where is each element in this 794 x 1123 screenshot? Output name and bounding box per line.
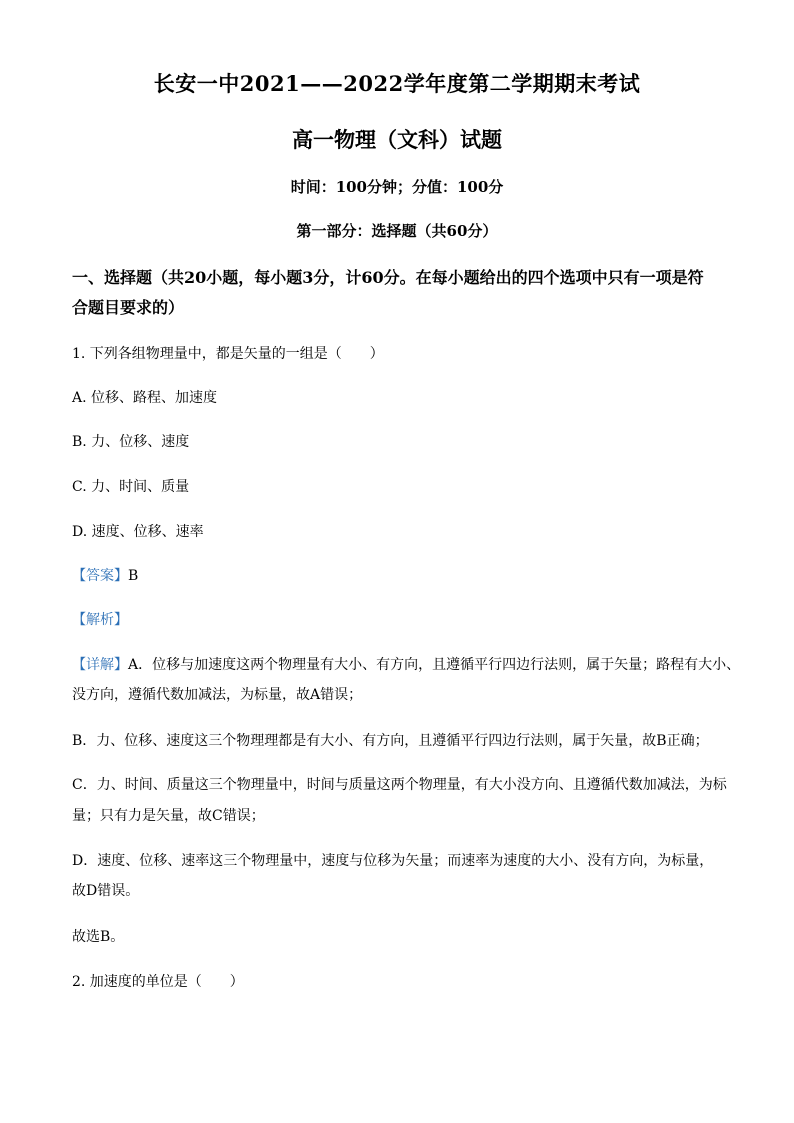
detail-a-line-2: 没方向，遵循代数加减法，为标量，故A错误；	[72, 687, 363, 703]
detail-b: B．力、位移、速度这三个物理理都是有大小、有方向，且遵循平行四边行法则，属于矢量，故B正确；	[72, 733, 709, 749]
analysis-tag: 【解析】	[72, 612, 128, 628]
section-heading-line-2: 合题目要求的）	[72, 298, 185, 317]
detail-c-line-1: C．力、时间、质量这三个物理量中，时间与质量这两个物理量，有大小没方向、且遵循代数加减法，为标	[72, 777, 727, 793]
detail-c-line-2: 量；只有力是矢量，故C错误；	[72, 808, 265, 824]
question-1-option-c: C. 力、时间、质量	[72, 479, 190, 495]
detail-d-line-1: D．速度、位移、速率这三个物理量中，速度与位移为矢量；而速率为速度的大小、没有方向，为标量，	[72, 853, 714, 869]
part-heading: 第一部分：选择题（共60分）	[296, 222, 498, 240]
conclusion: 故选B。	[72, 929, 125, 945]
detail-a-text: A．位移与加速度这两个物理量有大小、有方向，且遵循平行四边行法则，属于矢量；路程有大小、	[128, 657, 741, 673]
detail-d-line-2: 故D错误。	[72, 883, 140, 899]
exam-meta: 时间：100分钟；分值：100分	[290, 178, 504, 196]
answer-value: B	[128, 568, 139, 584]
question-1-stem: 1. 下列各组物理量中，都是矢量的一组是（ ）	[72, 346, 384, 362]
detail-a-line-1	[72, 654, 741, 674]
question-1-option-d: D. 速度、位移、速率	[72, 524, 204, 540]
exam-title: 长安一中2021——2022学年度第二学期期末考试	[153, 71, 641, 96]
answer-line	[72, 565, 722, 585]
section-heading-line-1: 一、选择题（共20小题，每小题3分，计60分。在每小题给出的四个选项中只有一项是符	[72, 268, 704, 287]
question-1-option-a: A. 位移、路程、加速度	[72, 390, 218, 406]
question-2-stem: 2. 加速度的单位是（ ）	[72, 974, 244, 990]
answer-tag: 【答案】	[72, 568, 128, 584]
detail-tag: 【详解】	[72, 657, 128, 673]
question-1-option-b: B. 力、位移、速度	[72, 434, 190, 450]
exam-subtitle: 高一物理（文科）试题	[292, 127, 502, 152]
